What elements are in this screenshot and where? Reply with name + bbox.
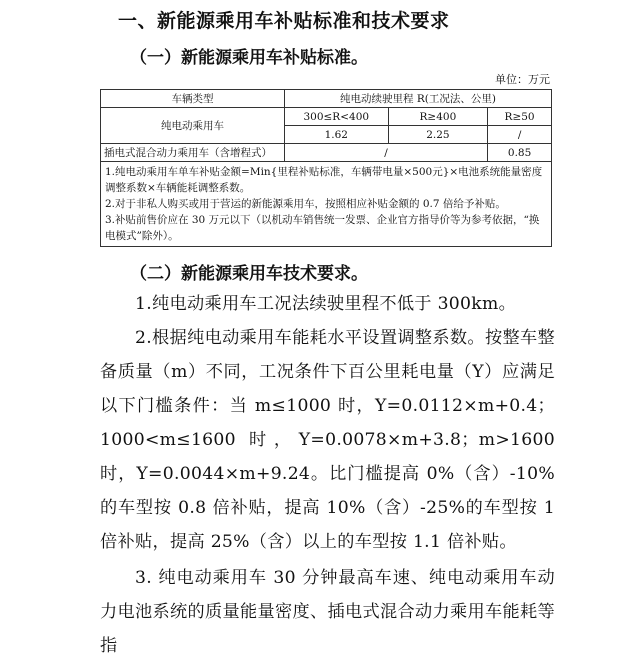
table-header-row: [101, 90, 552, 108]
bev-value-3: /: [488, 126, 552, 144]
table-row: [101, 144, 552, 162]
range-3: R≥50: [488, 108, 552, 126]
paragraph-1: 1.纯电动乘用车工况法续驶里程不低于 300km。: [135, 294, 517, 314]
row-label-phev: 插电式混合动力乘用车（含增程式）: [101, 144, 285, 162]
phev-value-3: 0.85: [488, 144, 552, 162]
col-vehicle-type: 车辆类型: [101, 90, 285, 108]
table-notes: [101, 162, 552, 247]
range-1: 300≤R<400: [284, 108, 388, 126]
bev-value-2: 2.25: [388, 126, 488, 144]
table-notes-row: [101, 162, 552, 247]
requirements-body: [100, 287, 555, 663]
row-label-bev: 纯电动乘用车: [101, 108, 285, 144]
note-3: 3.补贴前售价应在 30 万元以下（以机动车销售统一发票、企业官方指导价等为参考依据，“换电模式”除外）。: [105, 214, 540, 242]
table-row: [101, 108, 552, 126]
paragraph-2: 2.根据纯电动乘用车能耗水平设置调整系数。按整车整备质量（m）不同，工况条件下百公里耗电量（Y）应满足以下门槛条件：当 m≤1000 时，Y=0.0112×m+0.4；1000<m≤1600 时，Y=0.0078×m+3.8；m>1600 时，Y=0.0044×m+9.24。比门槛提高 0%（含）-10%的车型按 0.8 倍补贴，提高 10%（含）-25%的车型按 1 倍补贴，提高 25%（含）以上的车型按 1.1 倍补贴。: [100, 328, 555, 552]
subsection-heading-requirements: （二）新能源乘用车技术要求。: [130, 264, 368, 284]
range-2: R≥400: [388, 108, 488, 126]
unit-label: 单位：万元: [495, 73, 550, 86]
paragraph-3: 3. 纯电动乘用车 30 分钟最高车速、纯电动乘用车动力电池系统的质量能量密度、插电式混合动力乘用车能耗等指: [100, 568, 555, 656]
subsection-heading-subsidy: （一）新能源乘用车补贴标准。: [130, 48, 368, 68]
section-heading: 一、新能源乘用车补贴标准和技术要求: [118, 10, 450, 32]
subsidy-table: [100, 89, 552, 247]
bev-value-1: 1.62: [284, 126, 388, 144]
note-1: 1.纯电动乘用车单车补贴金额=Min{里程补贴标准，车辆带电量×500元}×电池系统能量密度调整系数×车辆能耗调整系数。: [105, 166, 543, 194]
col-range: 纯电动续驶里程 R(工况法、公里): [284, 90, 551, 108]
note-2: 2.对于非私人购买或用于营运的新能源乘用车，按照相应补贴金额的 0.7 倍给予补贴。: [105, 198, 506, 210]
phev-value-1: /: [284, 144, 487, 162]
